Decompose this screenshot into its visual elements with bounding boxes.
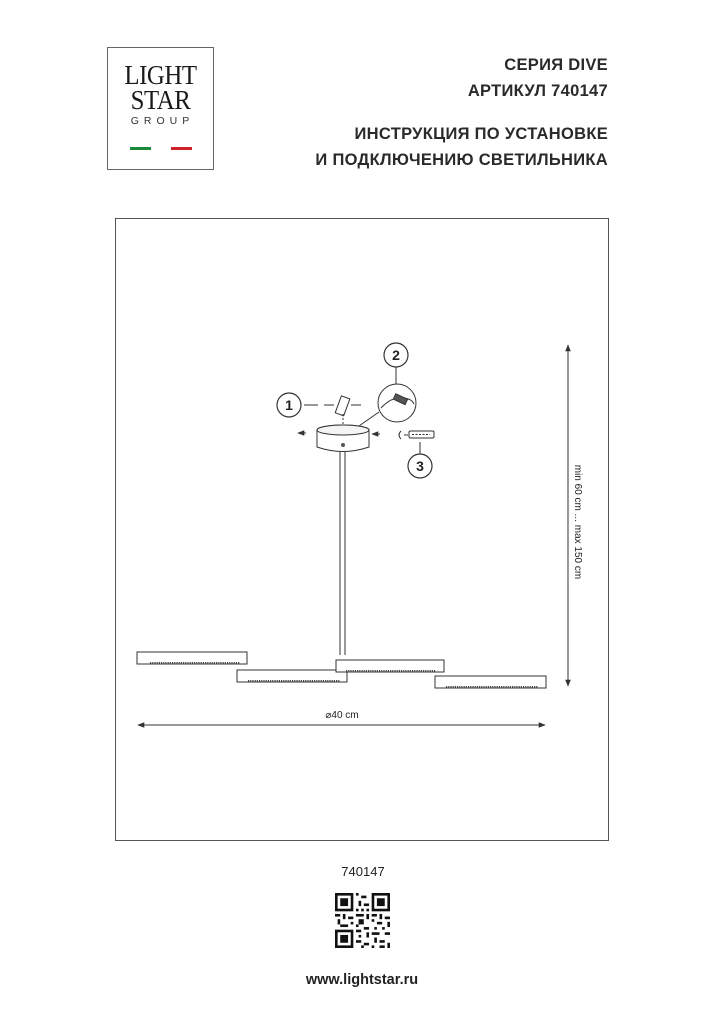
light-bar-right-lower [435,676,546,688]
ceiling-canopy-icon [317,425,369,452]
fixing-screw-icon [399,431,434,439]
light-bar-left-lower [237,670,347,682]
website-link[interactable]: www.lightstar.ru [305,972,419,988]
callout-3-label: 3 [416,458,424,474]
callout-2-label: 2 [392,347,400,363]
mounting-bracket-icon [324,396,361,424]
footer-article-code: 740147 [341,864,385,879]
light-bar-left-upper [137,652,247,664]
light-bar-right-upper [336,660,444,672]
callout-1-label: 1 [285,397,293,413]
logo-text-light: LIGHT [124,60,197,90]
logo-text-group: GROUP [130,115,195,127]
logo-text-star: STAR [130,85,191,115]
article-number: АРТИКУЛ 740147 [467,82,608,100]
series-name: СЕРИЯ DIVE [504,56,608,74]
document-title-line-1: ИНСТРУКЦИЯ ПО УСТАНОВКЕ [354,125,608,143]
qr-code-icon[interactable] [335,893,390,948]
document-title-line-2: И ПОДКЛЮЧЕНИЮ СВЕТИЛЬНИКА [315,151,608,169]
width-dimension-label: ⌀40 cm [325,710,359,721]
height-dimension-label: min 60 cm ... max 150 cm [572,464,583,580]
wiring-connector-icon [359,384,416,426]
